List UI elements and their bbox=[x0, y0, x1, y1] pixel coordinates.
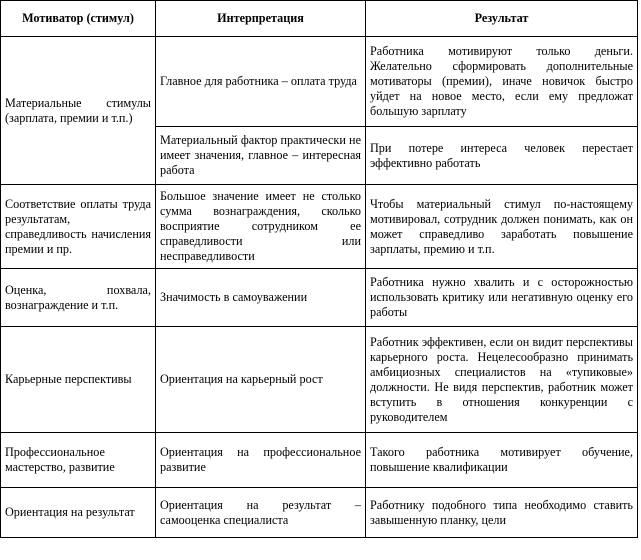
interpretation-cell: Ориентация на карьерный рост bbox=[156, 327, 366, 433]
result-cell: Чтобы материальный стимул по-настоящему мотивировал, сотрудник должен понимать, как он может справедливо заработать повышение зарплаты, премию и т.п. bbox=[366, 185, 638, 269]
header-motivator: Мотиватор (стимул) bbox=[1, 1, 156, 37]
interpretation-cell: Большое значение имеет не столько сумма вознаграждения, сколько восприятие сотрудником ее справедливости или несправедливости bbox=[156, 185, 366, 269]
interpretation-cell: Главное для работника – оплата труда bbox=[156, 37, 366, 127]
motivator-cell: Оценка, похвала, вознаграждение и т.п. bbox=[1, 269, 156, 327]
motivator-cell: Материальные стимулы (зарплата, премии и т.п.) bbox=[1, 37, 156, 185]
motivator-cell: Соответствие оплаты труда результатам, справедливость начисления премии и пр. bbox=[1, 185, 156, 269]
result-cell: Такого работника мотивирует обучение, повышение квалификации bbox=[366, 433, 638, 488]
header-interpretation: Интерпретация bbox=[156, 1, 366, 37]
table-row bbox=[1, 37, 638, 127]
motivator-cell: Ориентация на результат bbox=[1, 488, 156, 538]
interpretation-cell: Ориентация на результат – самооценка специалиста bbox=[156, 488, 366, 538]
table-row bbox=[1, 185, 638, 269]
table-row bbox=[1, 269, 638, 327]
result-cell: При потере интереса человек перестает эффективно работать bbox=[366, 127, 638, 185]
result-cell: Работнику подобного типа необходимо ставить завышенную планку, цели bbox=[366, 488, 638, 538]
table-header-row bbox=[1, 1, 638, 37]
motivator-cell: Профессиональное мастерство, развитие bbox=[1, 433, 156, 488]
result-cell: Работника мотивируют только деньги. Желательно сформировать дополнительные мотиваторы (премии), иначе новичок быстро уйдет на новое место, если ему предложат большую зарплату bbox=[366, 37, 638, 127]
table-row bbox=[1, 488, 638, 538]
header-result: Результат bbox=[366, 1, 638, 37]
interpretation-cell: Ориентация на профессиональное развитие bbox=[156, 433, 366, 488]
interpretation-cell: Значимость в самоуважении bbox=[156, 269, 366, 327]
result-cell: Работника нужно хвалить и с осторожностью использовать критику или негативную оценку его работы bbox=[366, 269, 638, 327]
table-row bbox=[1, 433, 638, 488]
interpretation-cell: Материальный фактор практически не имеет значения, главное – интересная работа bbox=[156, 127, 366, 185]
result-cell: Работник эффективен, если он видит перспективы карьерного роста. Нецелесообразно принимать амбициозных специалистов на «тупиковые» должности. Не видя перспектив, работник может вступить в отношения конкуренции с руководителем bbox=[366, 327, 638, 433]
motivator-cell: Карьерные перспективы bbox=[1, 327, 156, 433]
table-row bbox=[1, 327, 638, 433]
